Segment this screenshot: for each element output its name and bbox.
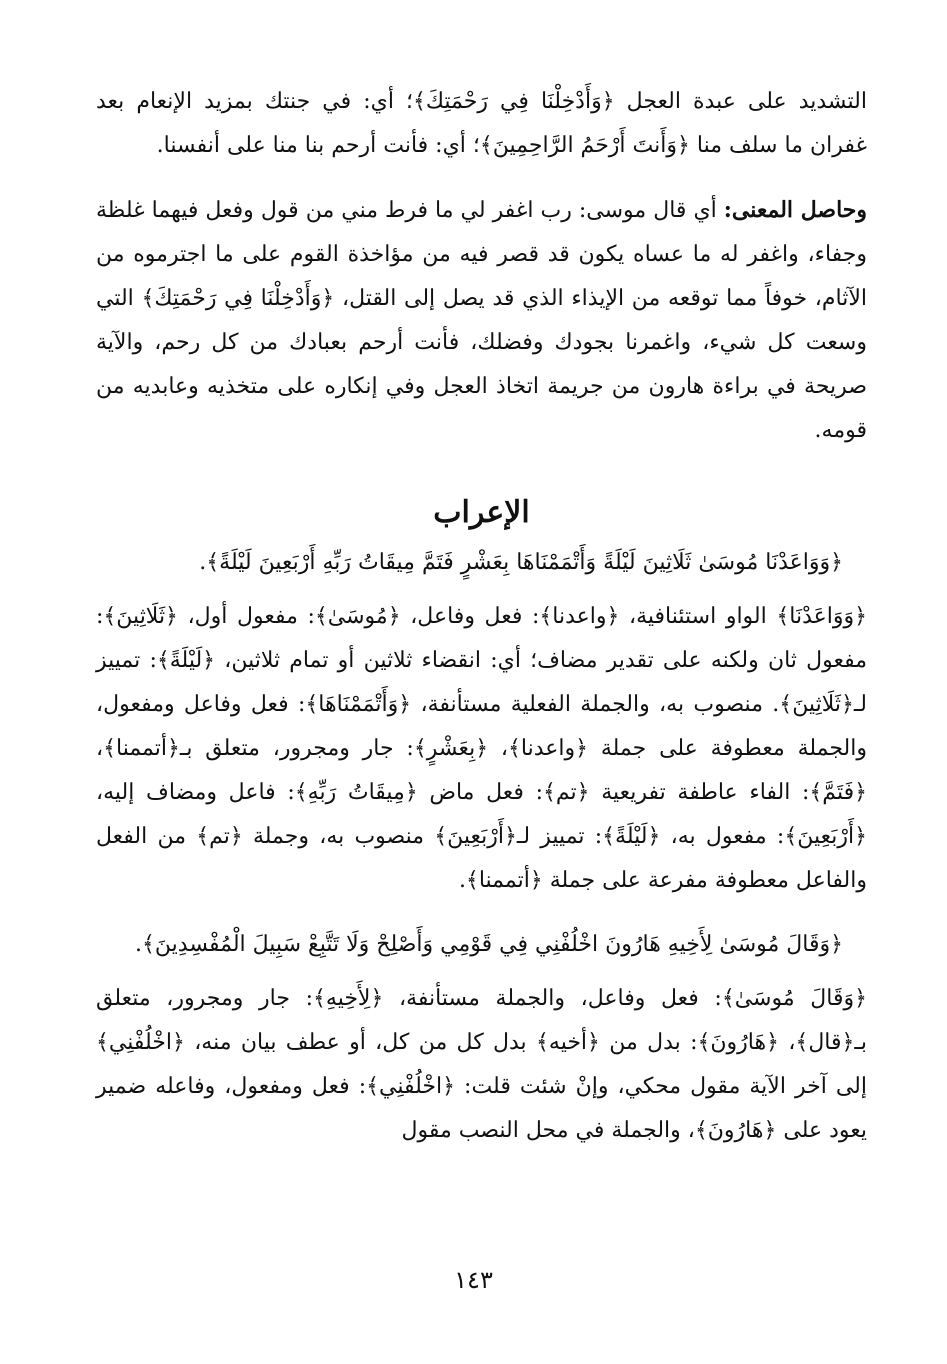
paragraph-irab-verse-2: ﴿وَقَالَ مُوسَىٰ﴾: فعل وفاعل، والجملة مستأنفة، ﴿لِأَخِيهِ﴾: جار ومجرور، متعلق بـ﴿قال﴾، ﴿هَارُونَ﴾: بدل من ﴿أخيه﴾ بدل كل من كل، أو عطف بيان منه، ﴿اخْلُفْنِي﴾ إلى آخر الآية مقول محكي، وإنْ شئت قلت: ﴿اخْلُفْنِي﴾: فعل ومفعول، وفاعله ضمير يعود على ﴿هَارُونَ﴾، والجملة في محل النصب مقول bbox=[96, 986, 867, 1143]
paragraph-text: أي قال موسى: رب اغفر لي ما فرط مني من قول وفعل فيهما غلظة وجفاء، واغفر له ما عساه يكون قد قصر فيه من مؤاخذة القوم على ما اجترموه من الآثام، خوفاً مما توقعه من الإيذاء الذي قد يصل إلى القتل، ﴿وَأَدْخِلْنَا فِي رَحْمَتِكَ﴾ التي وسعت كل شيء، واغمرنا بجودك وفضلك، فأنت أرحم بعبادك من كل رحم، والآية صريحة في براءة هارون من جريمة اتخاذ العجل وفي إنكاره على متخذيه وعابديه من قومه. bbox=[96, 198, 867, 443]
paragraph-meaning-summary bbox=[96, 188, 867, 453]
quran-verse-1: ﴿وَوَاعَدْنَا مُوسَىٰ ثَلَاثِينَ لَيْلَةً وَأَتْمَمْنَاهَا بِعَشْرٍ فَتَمَّ مِيقَاتُ رَبِّهِ أَرْبَعِينَ لَيْلَةً﴾. bbox=[199, 550, 843, 575]
quran-verse-2: ﴿وَقَالَ مُوسَىٰ لِأَخِيهِ هَارُونَ اخْلُفْنِي فِي قَوْمِي وَأَصْلِحْ وَلَا تَتَّبِعْ سَبِيلَ الْمُفْسِدِينَ﴾. bbox=[135, 932, 843, 957]
paragraph-irab-verse-1: ﴿وَوَاعَدْنَا﴾ الواو استئنافية، ﴿واعدنا﴾: فعل وفاعل، ﴿مُوسَىٰ﴾: مفعول أول، ﴿ثَلَاثِينَ﴾: مفعول ثان ولكنه على تقدير مضاف؛ أي: انقضاء ثلاثين أو تمام ثلاثين، ﴿لَيْلَةً﴾: تمييز لـ﴿ثَلَاثِينَ﴾. منصوب به، والجملة الفعلية مستأنفة، ﴿وَأَتْمَمْنَاهَا﴾: فعل وفاعل ومفعول، والجملة معطوفة على جملة ﴿واعدنا﴾، ﴿بِعَشْرٍ﴾: جار ومجرور، متعلق بـ﴿أتممنا﴾، ﴿فَتَمَّ﴾: الفاء عاطفة تفريعية ﴿تم﴾: فعل ماض ﴿مِيقَاتُ رَبِّهِ﴾: فاعل ومضاف إليه، ﴿أَرْبَعِينَ﴾: مفعول به، ﴿لَيْلَةً﴾: تمييز لـ﴿أَرْبَعِينَ﴾ منصوب به، وجملة ﴿تم﴾ من الفعل والفاعل معطوفة مفرعة على جملة ﴿أتممنا﴾. bbox=[96, 604, 867, 893]
paragraph-lead: وحاصل المعنى: bbox=[723, 197, 867, 223]
paragraph-text: التشديد على عبدة العجل ﴿وَأَدْخِلْنَا فِي رَحْمَتِكَ﴾؛ أي: في جنتك بمزيد الإنعام بعد غفران ما سلف منا ﴿وَأَنتَ أَرْحَمُ الرَّاحِمِينَ﴾؛ أي: فأنت أرحم بنا منا على أنفسنا. bbox=[96, 89, 867, 158]
page-body bbox=[96, 80, 867, 1304]
page-number: ١٤٣ bbox=[454, 1266, 493, 1294]
paragraph-tashdid bbox=[96, 80, 867, 168]
section-heading-irab: الإعراب bbox=[433, 495, 530, 530]
